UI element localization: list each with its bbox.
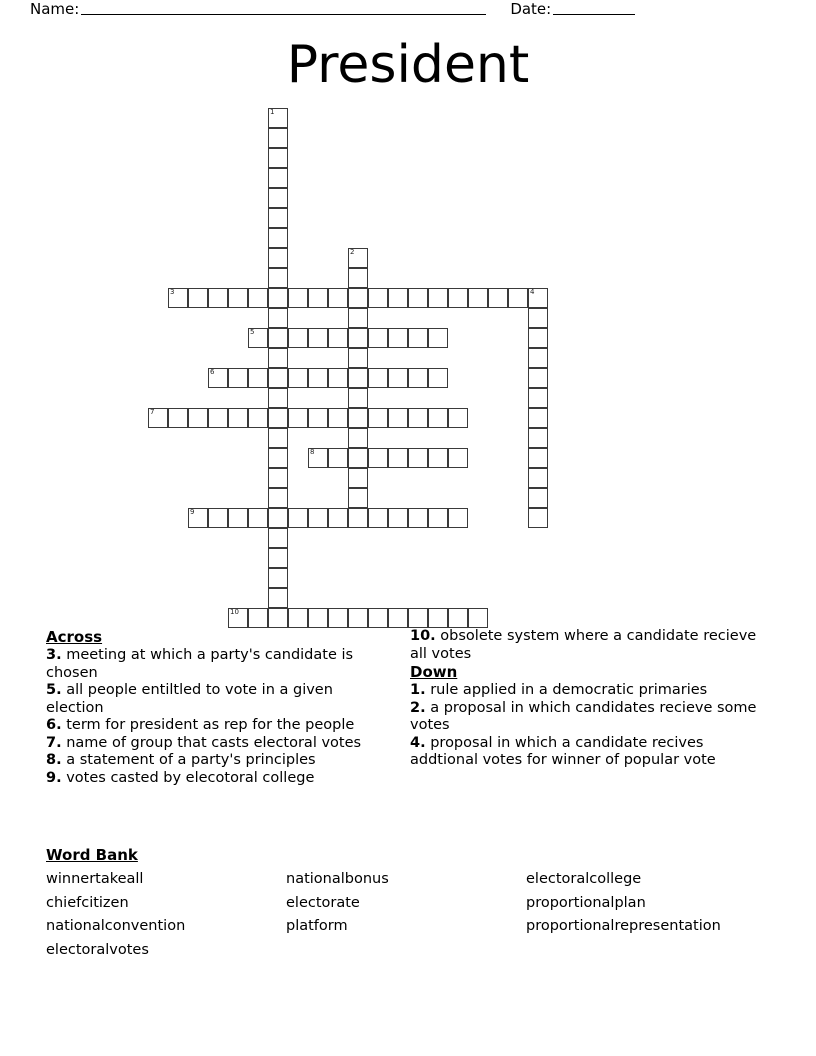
- grid-cell[interactable]: [428, 328, 448, 348]
- clue-number: 8.: [46, 752, 62, 768]
- grid-cell[interactable]: [188, 508, 208, 528]
- word-bank-item: chiefcitizen: [46, 894, 129, 911]
- clue-text: meeting at which a party's candidate is chosen: [46, 647, 354, 681]
- clue-text: obsolete system where a candidate recieve all votes: [410, 628, 757, 662]
- grid-cell[interactable]: [368, 608, 388, 628]
- grid-cell-number: 7: [150, 408, 155, 416]
- grid-cell[interactable]: [448, 408, 468, 428]
- grid-cell[interactable]: [208, 408, 228, 428]
- grid-cell[interactable]: [208, 508, 228, 528]
- grid-cell[interactable]: [268, 308, 288, 328]
- clue-text: votes casted by elecotoral college: [61, 769, 315, 786]
- grid-cell[interactable]: [448, 288, 468, 308]
- grid-cell[interactable]: [328, 288, 348, 308]
- grid-cell[interactable]: [388, 508, 408, 528]
- grid-cell[interactable]: [368, 328, 388, 348]
- grid-cell[interactable]: [348, 508, 368, 528]
- clue-across-10: [410, 628, 770, 663]
- grid-cell-number: 1: [270, 108, 275, 116]
- grid-cell-number: 2: [350, 248, 355, 256]
- grid-cell[interactable]: [248, 408, 268, 428]
- grid-cell[interactable]: [408, 288, 428, 308]
- grid-cell[interactable]: [448, 508, 468, 528]
- grid-cell[interactable]: [528, 408, 548, 428]
- clue-text: proposal in which a candidate recives addtional votes for winner of popular vote: [410, 734, 716, 768]
- clue-down-1: [410, 682, 770, 700]
- down-heading: Down: [410, 663, 458, 681]
- grid-cell[interactable]: [228, 608, 248, 628]
- grid-cell[interactable]: [428, 408, 448, 428]
- page-title: President: [286, 35, 530, 95]
- grid-cell[interactable]: [248, 508, 268, 528]
- grid-cell[interactable]: [268, 228, 288, 248]
- grid-cell[interactable]: [388, 448, 408, 468]
- grid-cell[interactable]: [508, 288, 528, 308]
- grid-cell[interactable]: [348, 408, 368, 428]
- grid-cell[interactable]: [528, 428, 548, 448]
- clue-text: all people entiltled to vote in a given election: [46, 682, 333, 716]
- grid-cell[interactable]: [388, 328, 408, 348]
- word-bank: [46, 844, 786, 962]
- grid-cell[interactable]: [208, 368, 228, 388]
- grid-cell[interactable]: [228, 508, 248, 528]
- clue-text: name of group that casts electoral votes: [61, 734, 362, 751]
- across-clue-list-right: [410, 628, 770, 663]
- grid-cell[interactable]: [328, 448, 348, 468]
- clue-text: term for president as rep for the people: [61, 717, 355, 733]
- grid-cell[interactable]: [528, 448, 548, 468]
- word-bank-item: platform: [286, 918, 348, 934]
- across-clue-list-left: [46, 647, 391, 787]
- clues-column-right: [410, 628, 770, 770]
- grid-cell[interactable]: [208, 288, 228, 308]
- grid-cell[interactable]: [188, 288, 208, 308]
- grid-cell[interactable]: [408, 328, 428, 348]
- grid-cell[interactable]: [348, 448, 368, 468]
- clue-number: 1.: [410, 682, 426, 698]
- clue-number: 6.: [46, 717, 62, 733]
- clue-text: rule applied in a democratic primaries: [425, 682, 708, 698]
- grid-cell[interactable]: [168, 288, 188, 308]
- grid-cell[interactable]: [388, 288, 408, 308]
- grid-cell[interactable]: [368, 368, 388, 388]
- grid-cell[interactable]: [228, 288, 248, 308]
- word-bank-item: proportionalrepresentation: [526, 918, 721, 934]
- grid-cell[interactable]: [308, 408, 328, 428]
- grid-cell[interactable]: [428, 508, 448, 528]
- clue-text: a proposal in which candidates recieve some votes: [410, 699, 757, 733]
- word-bank-item: electorate: [286, 894, 360, 911]
- grid-cell[interactable]: [448, 448, 468, 468]
- grid-cell[interactable]: [268, 148, 288, 168]
- clue-down-4: [410, 735, 770, 770]
- grid-cell[interactable]: [268, 488, 288, 508]
- word-bank-item: winnertakeall: [46, 871, 144, 887]
- grid-cell[interactable]: [368, 288, 388, 308]
- clue-number: 7.: [46, 734, 62, 751]
- clue-number: 9.: [46, 769, 62, 786]
- grid-cell[interactable]: [268, 528, 288, 548]
- grid-cell[interactable]: [528, 508, 548, 528]
- grid-cell[interactable]: [268, 208, 288, 228]
- grid-cell[interactable]: [528, 348, 548, 368]
- date-label: Date:: [510, 0, 552, 18]
- word-bank-heading: Word Bank: [46, 846, 138, 864]
- grid-cell[interactable]: [288, 508, 308, 528]
- clue-across-5: [46, 682, 391, 717]
- grid-cell[interactable]: [348, 248, 368, 268]
- clue-across-9: [46, 770, 391, 788]
- grid-cell[interactable]: [268, 588, 288, 608]
- grid-cell[interactable]: [428, 448, 448, 468]
- grid-cell[interactable]: [248, 368, 268, 388]
- word-bank-item: electoralcollege: [526, 871, 642, 887]
- grid-cell[interactable]: [528, 308, 548, 328]
- grid-cell[interactable]: [288, 368, 308, 388]
- grid-cell[interactable]: [268, 468, 288, 488]
- grid-cell[interactable]: [308, 368, 328, 388]
- grid-cell[interactable]: [348, 608, 368, 628]
- grid-cell[interactable]: [348, 348, 368, 368]
- grid-cell[interactable]: [348, 368, 368, 388]
- grid-cell[interactable]: [468, 608, 488, 628]
- grid-cell[interactable]: [428, 608, 448, 628]
- grid-cell[interactable]: [368, 508, 388, 528]
- clue-number: 4.: [410, 734, 426, 751]
- grid-cell[interactable]: [268, 388, 288, 408]
- grid-cell[interactable]: [308, 448, 328, 468]
- grid-cell[interactable]: [388, 408, 408, 428]
- grid-cell[interactable]: [268, 128, 288, 148]
- across-heading: Across: [46, 628, 103, 646]
- grid-cell[interactable]: [408, 508, 428, 528]
- grid-cell[interactable]: [348, 428, 368, 448]
- grid-cell[interactable]: [328, 508, 348, 528]
- grid-cell[interactable]: [528, 288, 548, 308]
- grid-cell[interactable]: [348, 468, 368, 488]
- grid-cell[interactable]: [268, 368, 288, 388]
- grid-cell[interactable]: [288, 408, 308, 428]
- word-bank-item: electoralvotes: [46, 941, 149, 958]
- grid-cell[interactable]: [428, 288, 448, 308]
- clue-number: 10.: [410, 628, 436, 644]
- grid-cell[interactable]: [268, 408, 288, 428]
- grid-cell[interactable]: [288, 608, 308, 628]
- grid-cell[interactable]: [408, 408, 428, 428]
- clue-down-2: [410, 700, 770, 735]
- grid-cell[interactable]: [188, 408, 208, 428]
- grid-cell[interactable]: [248, 288, 268, 308]
- grid-cell[interactable]: [308, 508, 328, 528]
- grid-cell[interactable]: [308, 288, 328, 308]
- grid-cell[interactable]: [168, 408, 188, 428]
- grid-cell[interactable]: [268, 348, 288, 368]
- grid-cell[interactable]: [528, 328, 548, 348]
- clue-number: 3.: [46, 647, 62, 663]
- word-bank-list: [46, 868, 786, 962]
- grid-cell[interactable]: [408, 448, 428, 468]
- grid-cell[interactable]: [268, 268, 288, 288]
- grid-cell[interactable]: [268, 448, 288, 468]
- grid-cell-number: 9: [190, 508, 195, 516]
- grid-cell[interactable]: [468, 288, 488, 308]
- grid-cell[interactable]: [288, 288, 308, 308]
- grid-cell[interactable]: [368, 448, 388, 468]
- grid-cell[interactable]: [408, 608, 428, 628]
- grid-cell[interactable]: [528, 468, 548, 488]
- grid-cell-number: 6: [210, 368, 215, 376]
- grid-cell[interactable]: [428, 368, 448, 388]
- grid-cell[interactable]: [268, 188, 288, 208]
- grid-cell[interactable]: [268, 288, 288, 308]
- grid-cell[interactable]: [528, 488, 548, 508]
- grid-cell[interactable]: [268, 168, 288, 188]
- clue-across-3: [46, 647, 391, 682]
- grid-cell[interactable]: [288, 328, 308, 348]
- grid-cell[interactable]: [228, 408, 248, 428]
- grid-cell-number: 4: [530, 288, 535, 296]
- grid-cell[interactable]: [348, 268, 368, 288]
- grid-cell-number: 10: [230, 608, 239, 616]
- grid-cell[interactable]: [248, 608, 268, 628]
- grid-cell[interactable]: [268, 108, 288, 128]
- grid-cell[interactable]: [268, 428, 288, 448]
- grid-cell[interactable]: [348, 328, 368, 348]
- down-clue-list: [410, 682, 770, 770]
- grid-cell[interactable]: [348, 388, 368, 408]
- grid-cell[interactable]: [148, 408, 168, 428]
- clues-section: [0, 628, 816, 840]
- clue-text: a statement of a party's principles: [61, 752, 316, 768]
- grid-cell[interactable]: [248, 328, 268, 348]
- grid-cell[interactable]: [328, 368, 348, 388]
- grid-cell[interactable]: [228, 368, 248, 388]
- word-bank-item: proportionalplan: [526, 894, 646, 911]
- grid-cell[interactable]: [388, 608, 408, 628]
- grid-cell-number: 8: [310, 448, 315, 456]
- grid-cell[interactable]: [308, 608, 328, 628]
- clue-across-8: [46, 752, 391, 770]
- grid-cell[interactable]: [388, 368, 408, 388]
- clues-column-left: [46, 628, 391, 787]
- grid-cell[interactable]: [348, 488, 368, 508]
- name-label: Name:: [30, 0, 80, 18]
- grid-cell[interactable]: [268, 568, 288, 588]
- grid-cell-number: 3: [170, 288, 175, 296]
- clue-number: 2.: [410, 699, 426, 716]
- clue-across-6: [46, 717, 391, 735]
- clue-number: 5.: [46, 682, 62, 698]
- grid-cell[interactable]: [348, 288, 368, 308]
- grid-cell[interactable]: [268, 248, 288, 268]
- grid-cell[interactable]: [328, 608, 348, 628]
- grid-cell[interactable]: [268, 548, 288, 568]
- grid-cell[interactable]: [328, 408, 348, 428]
- grid-cell[interactable]: [408, 368, 428, 388]
- word-bank-item: nationalbonus: [286, 871, 389, 887]
- grid-cell[interactable]: [308, 328, 328, 348]
- grid-cell[interactable]: [268, 508, 288, 528]
- grid-cell[interactable]: [268, 608, 288, 628]
- grid-cell[interactable]: [368, 408, 388, 428]
- grid-cell[interactable]: [348, 308, 368, 328]
- grid-cell[interactable]: [528, 368, 548, 388]
- clue-across-7: [46, 735, 391, 753]
- grid-cell[interactable]: [268, 328, 288, 348]
- grid-cell[interactable]: [528, 388, 548, 408]
- grid-cell-number: 5: [250, 328, 255, 336]
- word-bank-item: nationalconvention: [46, 918, 186, 934]
- grid-cell[interactable]: [448, 608, 468, 628]
- grid-cell[interactable]: [328, 328, 348, 348]
- grid-cell[interactable]: [488, 288, 508, 308]
